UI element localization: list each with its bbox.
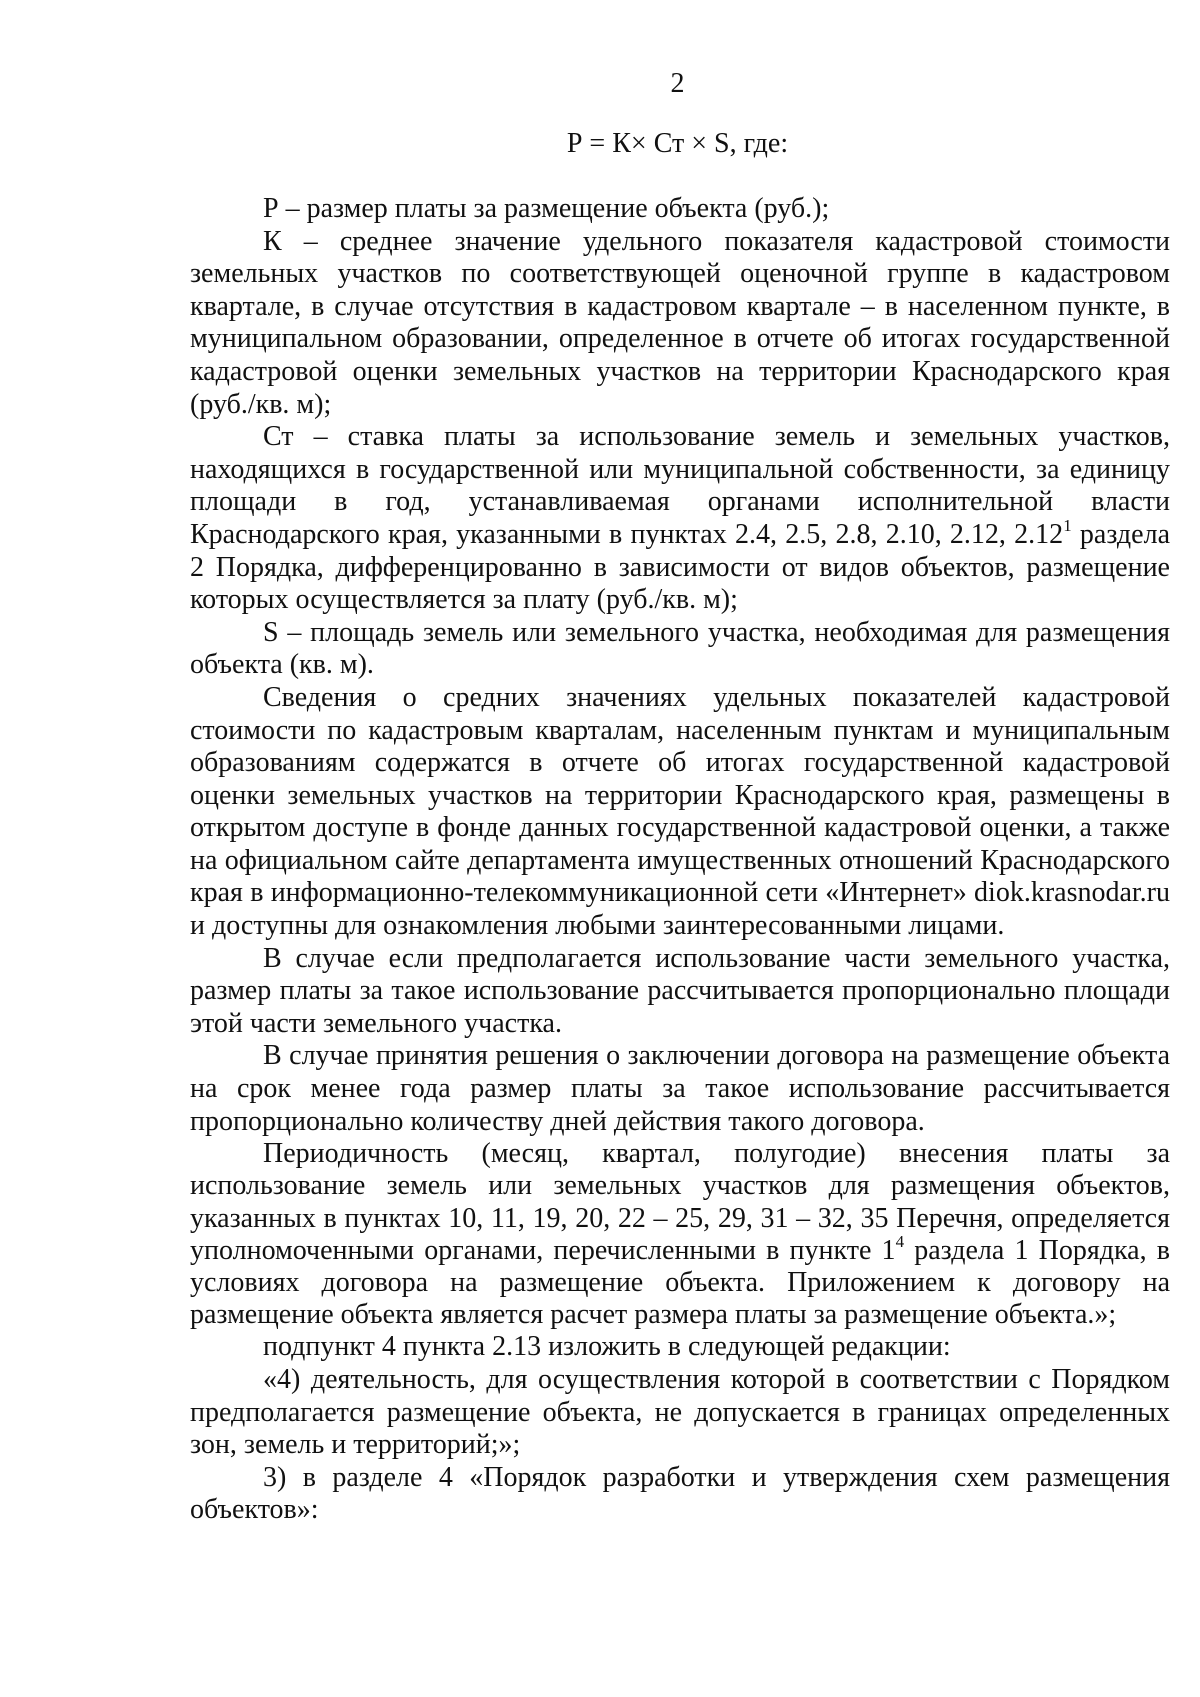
paragraph-st-definition — [190, 421, 1170, 617]
paragraph-st-text-a: Ст – ставка платы за использование земель и земельных участков, находящихся в государственной или муниципальной собственности, за единицу площади в год, устанавливаемая органами исполнительной власти Краснодарского края, указанными в пунктах 2.4, 2.5, 2.8, 2.10, 2.12, 2.12 — [190, 421, 1170, 550]
formula: Р = К× Ст × S, где: — [566, 128, 789, 159]
paragraph-payment-periodicity — [190, 1138, 1170, 1331]
paragraph-p-definition: Р – размер платы за размещение объекта (руб.); — [263, 193, 830, 224]
paragraph-subpoint-4-text: «4) деятельность, для осуществления которой в соответствии с Порядком предполагается размещение объекта, не допускается в границах определенных зон, земель и территорий;»; — [190, 1364, 1170, 1461]
superscript: 4 — [895, 1231, 905, 1251]
paragraph-s-definition: S – площадь земель или земельного участка, необходимая для размещения объекта (кв. м). — [190, 616, 1170, 681]
paragraph-section-4: 3) в разделе 4 «Порядок разработки и утверждения схем размещения объектов»: — [190, 1461, 1170, 1526]
paragraph-subpoint-amendment: подпункт 4 пункта 2.13 изложить в следующей редакции: — [263, 1331, 951, 1363]
paragraph-periodicity-text-b: раздела 1 Порядка, в условиях договора на размещение объекта. Приложением к договору на размещение объекта является расчет размера платы за размещение объекта.»; — [190, 1234, 1171, 1331]
document-body — [190, 193, 1170, 1527]
paragraph-k-definition: К – среднее значение удельного показателя кадастровой стоимости земельных участков по соответствующей оценочной группе в кадастровом квартале, в случае отсутствия в кадастровом квартале – в населенном пункте, в муниципальном образовании, определенное в отчете об итогах государственной кадастровой оценки земельных участков на территории Краснодарского края (руб./кв. м); — [190, 225, 1170, 420]
paragraph-partial-plot: В случае если предполагается использование части земельного участка, размер платы за такое использование рассчитывается пропорционально площади этой части земельного участка. — [190, 942, 1170, 1039]
paragraph-periodicity-text-a: Периодичность (месяц, квартал, полугодие) внесения платы за использование земель или земельных участков для размещения объектов, указанных в пунктах 10, 11, 19, 20, 22 – 25, 29, 31 – 32, 35 Перечня, определяется уполномоченными органами, перечисленными в пункте 1 — [190, 1138, 1170, 1266]
superscript: 1 — [1063, 515, 1072, 535]
paragraph-cadastral-info: Сведения о средних значениях удельных показателей кадастровой стоимости по кадастровым кварталам, населенным пунктам и муниципальным образованиям содержатся в отчете об итогах государственной кадастровой оценки земельных участков на территории Краснодарского края, размещены в открытом доступе в фонде данных государственной кадастровой оценки, а также на официальном сайте департамента имущественных отношений Краснодарского края в информационно-телекоммуникационной сети «Интернет» diok.krasnodar.ru и доступны для ознакомления любыми заинтересованными лицами. — [190, 681, 1170, 942]
paragraph-short-term-contract: В случае принятия решения о заключении договора на размещение объекта на срок менее года размер платы за такое использование рассчитывается пропорционально количеству дней действия такого договора. — [190, 1040, 1170, 1137]
paragraph-st-text-b: раздела 2 Порядка, дифференцированно в зависимости от видов объектов, размещение которых осуществляется за плату (руб./кв. м); — [190, 518, 1170, 616]
page-number: 2 — [670, 68, 685, 99]
